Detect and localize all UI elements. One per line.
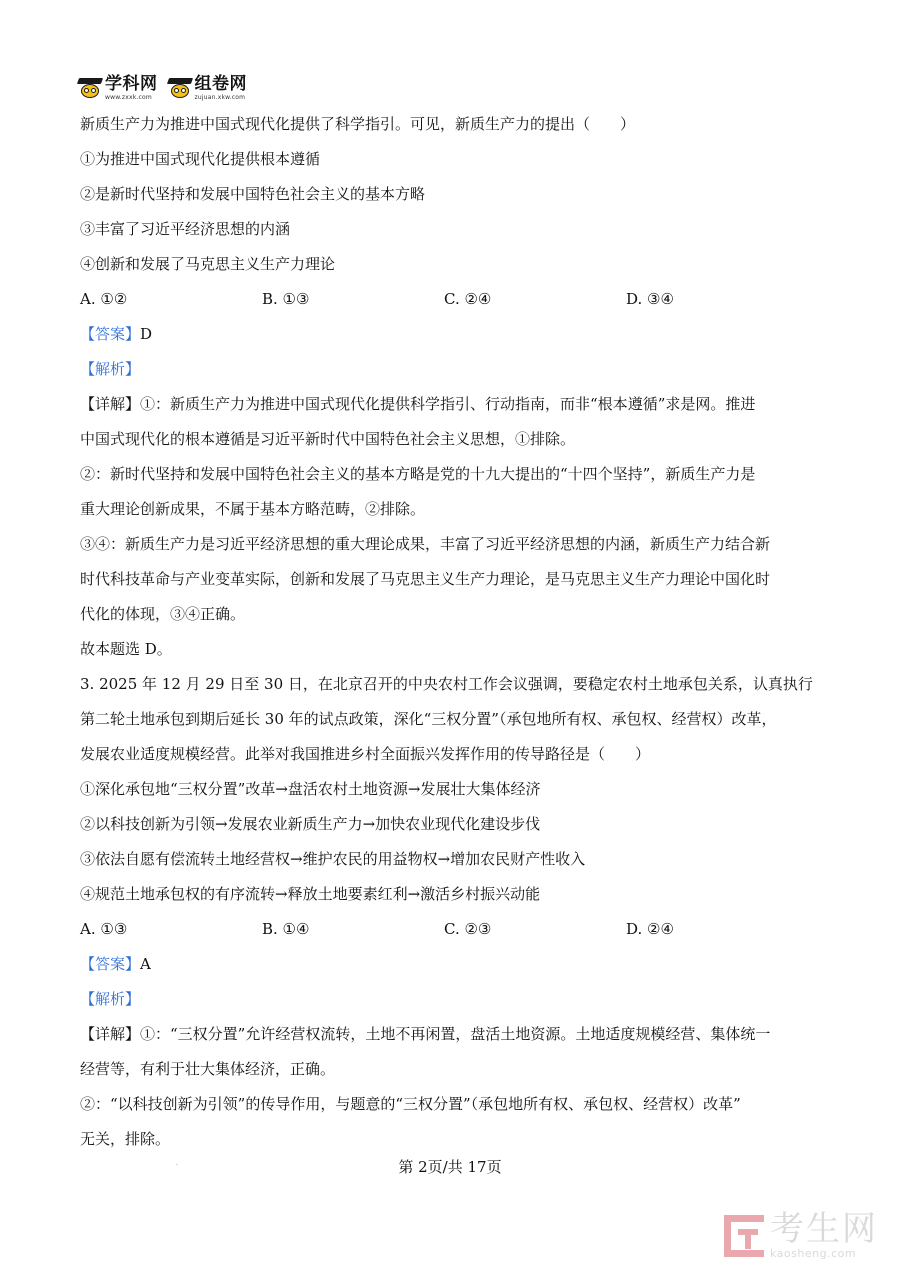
statement-item: ①为推进中国式现代化提供根本遵循 xyxy=(80,150,321,168)
detail-line xyxy=(80,569,770,589)
analysis-heading xyxy=(80,359,140,379)
statement-item: ④规范土地承包权的有序流转→释放土地要素红利→激活乡村振兴动能 xyxy=(80,885,541,903)
detail-text: 重大理论创新成果，不属于基本方略范畴，②排除。 xyxy=(80,500,426,518)
detail-line xyxy=(80,1094,741,1114)
detail-tag: 【详解】 xyxy=(80,395,141,413)
detail-text: 代化的体现，③④正确。 xyxy=(80,605,246,623)
kaosheng-watermark xyxy=(724,1209,878,1260)
detail-text: ③④：新质生产力是习近平经济思想的重大理论成果，丰富了习近平经济思想的内涵，新质生产力结合新 xyxy=(80,535,771,553)
answer-value: D xyxy=(140,325,153,343)
header-logos xyxy=(78,72,247,104)
page-number: 第 2页/共 17页 xyxy=(398,1158,502,1176)
answer-value: A xyxy=(140,955,151,973)
option-b: B. ①③ xyxy=(262,290,310,308)
analysis-tag: 【解析】 xyxy=(80,990,141,1008)
option-a: A. ①③ xyxy=(80,920,128,938)
detail-line xyxy=(80,499,425,519)
detail-text: 经营等，有利于壮大集体经济，正确。 xyxy=(80,1060,336,1078)
mascot-icon xyxy=(168,76,192,100)
mascot-icon xyxy=(78,76,102,100)
conclusion-line xyxy=(80,639,172,659)
question-stem: 发展农业适度规模经营。此举对我国推进乡村全面振兴发挥作用的传导路径是（ ） xyxy=(80,745,651,763)
detail-text: ②：“以科技创新为引领”的传导作用，与题意的“三权分置”（承包地所有权、承包权、经营权）改革” xyxy=(80,1095,741,1113)
analysis-heading xyxy=(80,989,140,1009)
analysis-tag: 【解析】 xyxy=(80,360,141,378)
detail-text: 无关，排除。 xyxy=(80,1130,171,1148)
statement-item: ④创新和发展了马克思主义生产力理论 xyxy=(80,255,336,273)
logo-url: www.zxxk.com xyxy=(105,93,152,101)
statement-item: ③丰富了习近平经济思想的内涵 xyxy=(80,220,291,238)
answer-line xyxy=(80,954,151,974)
detail-line xyxy=(80,534,770,554)
logo-title: 组卷网 xyxy=(194,73,247,94)
detail-line xyxy=(80,464,755,484)
logo-url: zujuan.xkw.com xyxy=(194,93,246,101)
answer-tag: 【答案】 xyxy=(80,955,141,973)
option-d: D. ③④ xyxy=(626,290,674,308)
answer-tag: 【答案】 xyxy=(80,325,141,343)
statement-item: ③依法自愿有偿流转土地经营权→维护农民的用益物权→增加农民财产性收入 xyxy=(80,850,586,868)
question-stem: 第二轮土地承包到期后延长 30 年的试点政策，深化“三权分置”（承包地所有权、承包权、经营权）改革， xyxy=(80,710,777,728)
statement-item: ②是新时代坚持和发展中国特色社会主义的基本方略 xyxy=(80,185,426,203)
question-stem: 新质生产力为推进中国式现代化提供了科学指引。可见，新质生产力的提出（ ） xyxy=(80,115,636,133)
detail-text: ①：新质生产力为推进中国式现代化提供科学指引、行动指南，而非“根本遵循”求是网。推进 xyxy=(140,395,756,413)
logo-title: 学科网 xyxy=(105,73,158,94)
xuekewang-logo xyxy=(78,73,158,101)
option-c: C. ②③ xyxy=(444,920,492,938)
footer-dot: . xyxy=(176,1160,178,1167)
detail-line xyxy=(80,604,245,624)
watermark-title: 考生网 xyxy=(770,1209,878,1249)
option-c: C. ②④ xyxy=(444,290,492,308)
option-b: B. ①④ xyxy=(262,920,310,938)
statement-item: ②以科技创新为引领→发展农业新质生产力→加快农业现代化建设步伐 xyxy=(80,815,541,833)
kaosheng-logo-icon xyxy=(724,1215,764,1257)
question-stem: 3. 2025 年 12 月 29 日至 30 日，在北京召开的中央农村工作会议强调，要稳定农村土地承包关系，认真执行 xyxy=(80,675,813,693)
detail-text: 时代科技革命与产业变革实际，创新和发展了马克思主义生产力理论，是马克思主义生产力理论中国化时 xyxy=(80,570,771,588)
detail-line xyxy=(80,1059,335,1079)
detail-text: ②：新时代坚持和发展中国特色社会主义的基本方略是党的十九大提出的“十四个坚持”，新质生产力是 xyxy=(80,465,756,483)
zujuanwang-logo xyxy=(168,73,248,101)
detail-line xyxy=(80,429,575,449)
detail-line xyxy=(80,1024,770,1044)
detail-text: 故本题选 D。 xyxy=(80,640,172,658)
watermark-url: kaosheng.com xyxy=(770,1247,857,1260)
detail-text: 中国式现代化的根本遵循是习近平新时代中国特色社会主义思想，①排除。 xyxy=(80,430,576,448)
option-d: D. ②④ xyxy=(626,920,674,938)
answer-line xyxy=(80,324,152,344)
detail-tag: 【详解】 xyxy=(80,1025,141,1043)
detail-line xyxy=(80,394,755,414)
option-a: A. ①② xyxy=(80,290,128,308)
detail-text: ①：“三权分置”允许经营权流转，土地不再闲置，盘活土地资源。土地适度规模经营、集体统一 xyxy=(140,1025,771,1043)
statement-item: ①深化承包地“三权分置”改革→盘活农村土地资源→发展壮大集体经济 xyxy=(80,780,541,798)
detail-line xyxy=(80,1129,170,1149)
